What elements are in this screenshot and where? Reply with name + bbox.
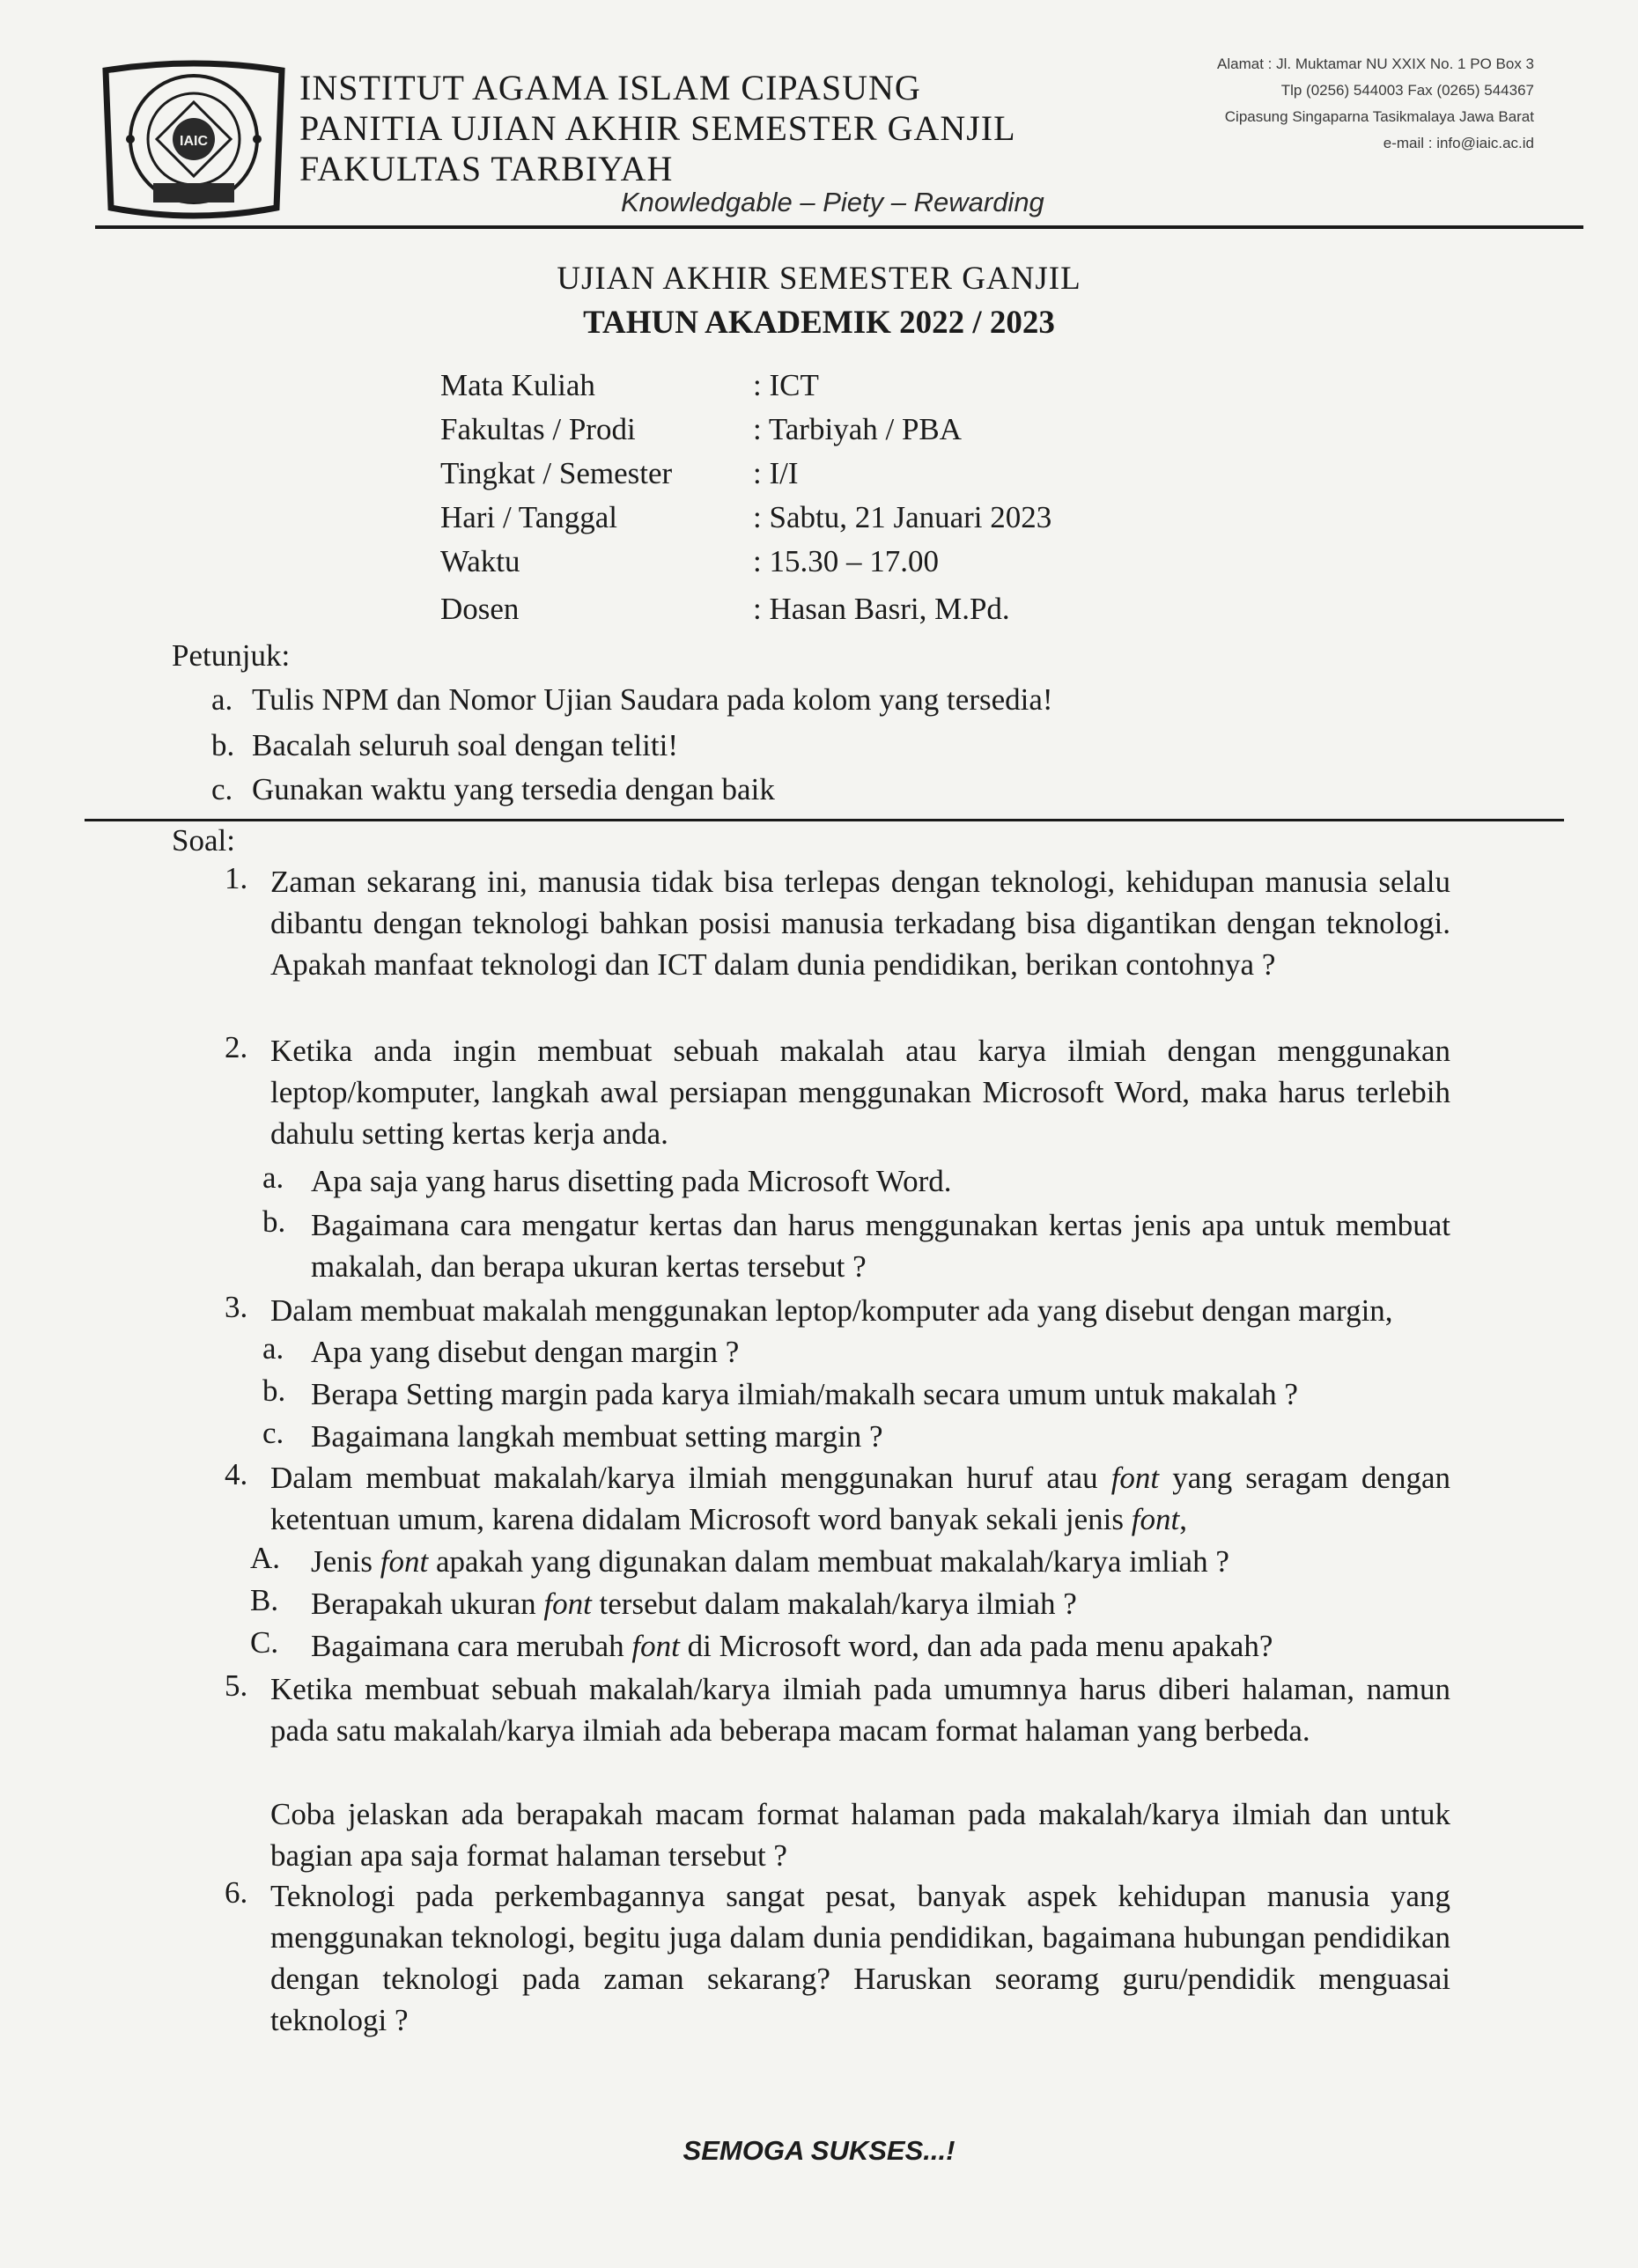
info-label: Mata Kuliah [440, 368, 595, 402]
question-3a: Apa yang disebut dengan margin ? [311, 1335, 740, 1369]
question-2: Ketika anda ingin membuat sebuah makalah atau karya ilmiah dengan menggunakan leptop/komputer, langkah awal persiapan menggunakan Microsoft Word, maka harus terlebih dahulu setting kertas kerja anda. [270, 1034, 1450, 1151]
info-row-date [440, 500, 1233, 544]
exam-title: UJIAN AKHIR SEMESTER GANJIL [557, 261, 1081, 297]
academic-year: TAHUN AKADEMIK 2022 / 2023 [583, 305, 1055, 341]
sub-marker: c. [262, 1416, 284, 1450]
question-4-text: Dalam membuat makalah/karya ilmiah menggunakan huruf atau [270, 1461, 1111, 1495]
sub-marker: a. [262, 1160, 284, 1195]
question-4c [311, 1625, 1273, 1667]
info-value: : Hasan Basri, M.Pd. [753, 592, 1010, 626]
sub-text: tersebut dalam makalah/karya ilmiah ? [591, 1587, 1077, 1621]
info-value: : Tarbiyah / PBA [753, 412, 963, 446]
question-4-text: , [1179, 1502, 1187, 1536]
info-row-time [440, 544, 1233, 588]
sub-marker: b. [262, 1373, 286, 1408]
institution-name: INSTITUT AGAMA ISLAM CIPASUNG [299, 68, 921, 107]
question-4b [311, 1583, 1077, 1624]
address-line: Cipasung Singaparna Tasikmalaya Jawa Barat [1224, 108, 1534, 125]
font-term: font [380, 1544, 429, 1579]
info-row-faculty [440, 412, 1233, 456]
info-row-lecturer [440, 592, 1233, 636]
instruction-marker: b. [211, 728, 235, 762]
info-value: : I/I [753, 456, 799, 490]
sub-text: apakah yang digunakan dalam membuat makalah/karya imliah ? [428, 1544, 1229, 1579]
question-4 [270, 1457, 1450, 1540]
instruction-item [211, 728, 678, 763]
header-divider [95, 225, 1583, 229]
instruction-text: Tulis NPM dan Nomor Ujian Saudara pada kolom yang tersedia! [252, 682, 1053, 717]
sub-text: Bagaimana cara merubah [311, 1629, 632, 1663]
question-3: Dalam membuat makalah menggunakan leptop/komputer ada yang disebut dengan margin, [270, 1293, 1393, 1328]
instruction-marker: c. [211, 772, 233, 806]
question-2b: Bagaimana cara mengatur kertas dan harus menggunakan kertas jenis apa untuk membuat makalah, dan berapa ukuran kertas tersebut ? [311, 1208, 1450, 1284]
faculty-name: FAKULTAS TARBIYAH [299, 149, 674, 188]
sub-text: di Microsoft word, dan ada pada menu apakah? [679, 1629, 1273, 1663]
question-number: 2. [225, 1030, 248, 1064]
font-term: font [543, 1587, 592, 1621]
instructions-title: Petunjuk: [172, 638, 291, 673]
questions-title: Soal: [172, 823, 235, 858]
info-label: Fakultas / Prodi [440, 412, 636, 446]
question-number: 5. [225, 1668, 248, 1703]
font-term: font [1110, 1461, 1160, 1495]
font-term: font [1131, 1502, 1180, 1536]
info-value: : ICT [753, 368, 819, 402]
instruction-marker: a. [211, 682, 233, 717]
svg-text:IAIC: IAIC [180, 134, 208, 149]
question-number: 4. [225, 1457, 248, 1491]
question-3b: Berapa Setting margin pada karya ilmiah/makalh secara umum untuk makalah ? [311, 1377, 1298, 1411]
instruction-item [211, 772, 775, 807]
sub-marker: b. [262, 1204, 286, 1239]
font-term: font [631, 1629, 680, 1663]
info-value: : Sabtu, 21 Januari 2023 [753, 500, 1052, 534]
question-4-text: yang seragam dengan ketentuan umum, karena didalam Microsoft word banyak sekali jenis [270, 1461, 1450, 1536]
question-2a: Apa saja yang harus disetting pada Microsoft Word. [311, 1164, 952, 1198]
institution-motto: Knowledgable – Piety – Rewarding [621, 187, 1044, 217]
institution-logo [88, 51, 299, 227]
instruction-text: Gunakan waktu yang tersedia dengan baik [252, 772, 775, 806]
info-value: : 15.30 – 17.00 [753, 544, 939, 578]
info-row-level [440, 456, 1233, 500]
info-label: Waktu [440, 544, 520, 578]
info-row-course [440, 368, 1233, 412]
question-5-continued: Coba jelaskan ada berapakah macam format halaman pada makalah/karya ilmiah dan untuk bagian apa saja format halaman tersebut ? [270, 1797, 1450, 1873]
closing-message: SEMOGA SUKSES...! [682, 2135, 956, 2166]
section-divider [85, 819, 1564, 821]
address-line: Tlp (0256) 544003 Fax (0265) 544367 [1280, 82, 1534, 99]
info-label: Hari / Tanggal [440, 500, 618, 534]
instruction-text: Bacalah seluruh soal dengan teliti! [252, 728, 679, 762]
address-line: Alamat : Jl. Muktamar NU XXIX No. 1 PO Box 3 [1217, 55, 1534, 72]
committee-name: PANITIA UJIAN AKHIR SEMESTER GANJIL [299, 108, 1016, 148]
sub-text: Berapakah ukuran [311, 1587, 544, 1621]
sub-marker: A. [250, 1541, 281, 1575]
instruction-item [211, 682, 1053, 718]
info-label: Dosen [440, 592, 520, 626]
sub-marker: a. [262, 1331, 284, 1366]
sub-text: Jenis [311, 1544, 380, 1579]
question-number: 6. [225, 1875, 248, 1910]
sub-marker: B. [250, 1583, 279, 1617]
question-1: Zaman sekarang ini, manusia tidak bisa terlepas dengan teknologi, kehidupan manusia selalu dibantu dengan teknologi bahkan posisi manusia terkadang bisa digantikan dengan teknologi. Apakah manfaat teknologi dan ICT dalam dunia pendidikan, berikan contohnya ? [270, 865, 1450, 982]
sub-marker: C. [250, 1625, 279, 1660]
question-5: Ketika membuat sebuah makalah/karya ilmiah pada umumnya harus diberi halaman, namun pada satu makalah/karya ilmiah ada beberapa macam format halaman yang berbeda. [270, 1672, 1450, 1748]
question-3c: Bagaimana langkah membuat setting margin ? [311, 1419, 883, 1454]
question-4a [311, 1541, 1229, 1582]
question-number: 1. [225, 861, 248, 895]
question-number: 3. [225, 1290, 248, 1324]
question-6: Teknologi pada perkembagannya sangat pesat, banyak aspek kehidupan manusia yang menggunakan teknologi, begitu juga dalam dunia pendidikan, bagaimana hubungan pendidikan dengan teknologi pada zaman sekarang? Haruskan seoramg guru/pendidik menguasai teknologi ? [270, 1879, 1450, 2037]
info-label: Tingkat / Semester [440, 456, 673, 490]
address-line: e-mail : info@iaic.ac.id [1383, 135, 1534, 151]
institution-address [1041, 51, 1534, 157]
